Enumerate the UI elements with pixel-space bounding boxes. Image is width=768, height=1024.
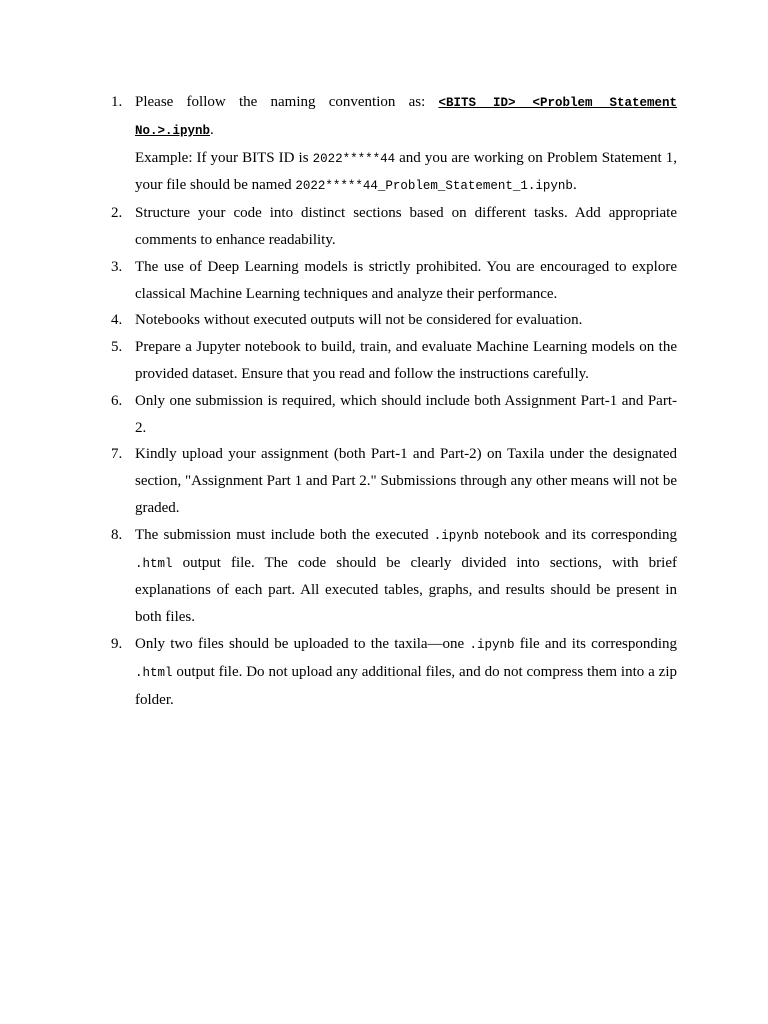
item-text: output file. The code should be clearly divided into sections, with brief explanations of each part. All executed tables, graphs, and results should be present in both files. <box>135 554 677 626</box>
item-text: The use of Deep Learning models is strictly prohibited. You are encouraged to explore classical Machine Learning techniques and analyze their performance. <box>135 258 677 302</box>
list-item-2 <box>111 200 677 254</box>
item-text: Please follow the naming convention as: <box>135 94 439 110</box>
item-text: Structure your code into distinct sections based on different tasks. Add appropriate comments to enhance readability. <box>135 205 677 248</box>
item-text: notebook and its corresponding <box>478 526 677 543</box>
example-filename-code: 2022*****44_Problem_Statement_1.ipynb <box>295 179 573 194</box>
instructions-list <box>111 89 677 713</box>
list-item-4 <box>111 307 677 334</box>
list-item-8 <box>111 522 677 631</box>
item-text: output file. Do not upload any additional files, and do not compress them into a zip folder. <box>135 663 677 708</box>
item-text: . <box>572 177 577 194</box>
ipynb-code: .ipynb <box>433 528 479 543</box>
naming-convention-paragraph <box>135 89 677 145</box>
example-bits-id-code: 2022*****44 <box>312 151 396 166</box>
html-code: .html <box>135 665 173 680</box>
item-text: file and its corresponding <box>514 635 677 652</box>
item-text: Prepare a Jupyter notebook to build, train, and evaluate Machine Learning models on the provided dataset. Ensure that you read and follow the instructions carefully. <box>135 339 677 382</box>
item-number: 3. <box>111 258 123 275</box>
html-code: .html <box>135 556 173 571</box>
item-text <box>135 522 677 631</box>
item-text <box>135 631 677 713</box>
item-text: Notebooks without executed outputs will not be considered for evaluation. <box>135 312 583 329</box>
item-text: Kindly upload your assignment (both Part-1 and Part-2) on Taxila under the designated section, "Assignment Part 1 and Part 2." Submissions through any other means will not be graded. <box>135 446 677 516</box>
naming-convention-code: <BITS ID> <Problem Statement No.>.ipynb <box>135 96 677 138</box>
item-text: and you are working on Problem Statement 1, your file should be named <box>135 149 677 194</box>
item-number: 5. <box>111 339 123 356</box>
item-number: 1. <box>111 94 123 110</box>
item-number: 2. <box>111 205 123 222</box>
list-item-5 <box>111 334 677 388</box>
list-item-1 <box>111 89 677 200</box>
item-text: Only one submission is required, which should include both Assignment Part-1 and Part-2. <box>135 392 677 436</box>
item-text: Example: If your BITS ID is <box>135 149 313 166</box>
list-item-7 <box>111 441 677 521</box>
item-text: . <box>210 121 214 138</box>
item-number: 9. <box>111 635 123 652</box>
item-number: 8. <box>111 526 123 543</box>
list-item-6 <box>111 388 677 442</box>
item-text: The submission must include both the executed <box>135 526 434 543</box>
item-number: 4. <box>111 312 123 329</box>
example-paragraph <box>135 145 677 201</box>
ipynb-code: .ipynb <box>469 637 515 652</box>
item-number: 6. <box>111 392 123 409</box>
list-item-9 <box>111 631 677 713</box>
item-text: Only two files should be uploaded to the taxila—one <box>135 635 470 652</box>
item-number: 7. <box>111 446 123 463</box>
list-item-3 <box>111 254 677 308</box>
